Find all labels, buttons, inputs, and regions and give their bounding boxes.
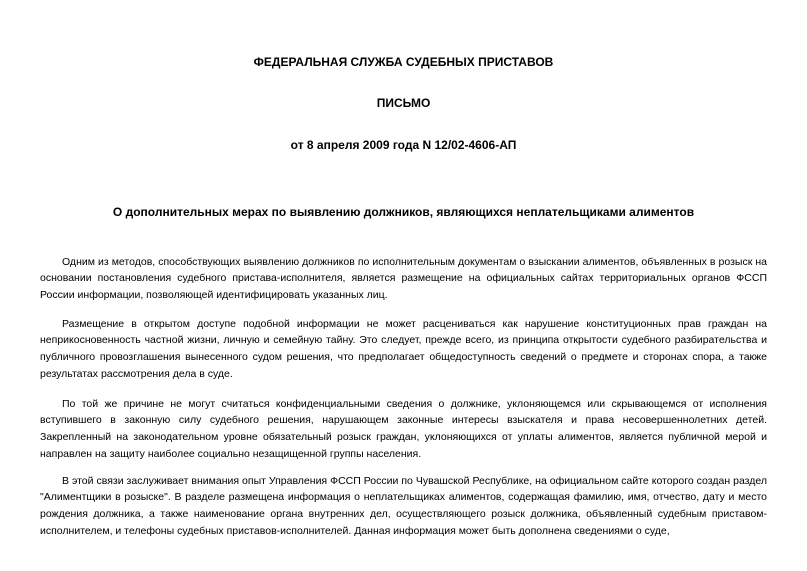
paragraph-1: Одним из методов, способствующих выявлению должников по исполнительным документам о взыскании алиментов, объявленных в розыск на основании постановления судебного пристава-исполнителя, является размещение на официальных сайтах территориальных органов ФССП России информации, позволяющей идентифицировать указанных лиц. bbox=[40, 255, 767, 302]
paragraph-3: По той же причине не могут считаться конфиденциальными сведения о должнике, уклоняющемся или скрывающемся от исполнения вступившего в законную силу судебного решения, нарушающем законные интересы взыскателя и права несовершеннолетних детей. Закрепленный на законодательном уровне обязательный розыск граждан, уклоняющихся от уплаты алиментов, является публичной мерой и направлен на защиту наиболее социально незащищенной группы населения. bbox=[40, 397, 767, 460]
document-type-heading: ПИСЬМО bbox=[376, 96, 431, 110]
paragraph-4: В этой связи заслуживает внимания опыт Управления ФССП России по Чувашской Республике, на официальном сайте которого создан раздел "Алиментщики в розыске". В разделе размещена информация о неплательщиках алиментов, содержащая фамилию, имя, отчество, дату и место рождения должника, а также наименование органа внутренних дел, осуществляющего розыск должника, объявленный судебным приставом-исполнителем, и телефоны судебных приставов-исполнителей. Данная информация может быть дополнена сведениями о суде, bbox=[40, 474, 767, 537]
date-number-heading: от 8 апреля 2009 года N 12/02-4606-АП bbox=[290, 138, 517, 152]
organization-heading: ФЕДЕРАЛЬНАЯ СЛУЖБА СУДЕБНЫХ ПРИСТАВОВ bbox=[253, 55, 554, 69]
subject-heading: О дополнительных мерах по выявлению должников, являющихся неплательщиками алиментов bbox=[112, 205, 695, 219]
paragraph-2: Размещение в открытом доступе подобной информации не может расцениваться как нарушение конституционных прав граждан на неприкосновенность частной жизни, личную и семейную тайну. Это следует, прежде всего, из принципа открытости судебного разбирательства и публичного провозглашения вынесенного судом решения, что предполагает общедоступность сведений о предмете и сторонах спора, а также результатах рассмотрения дела в суде. bbox=[40, 317, 767, 380]
